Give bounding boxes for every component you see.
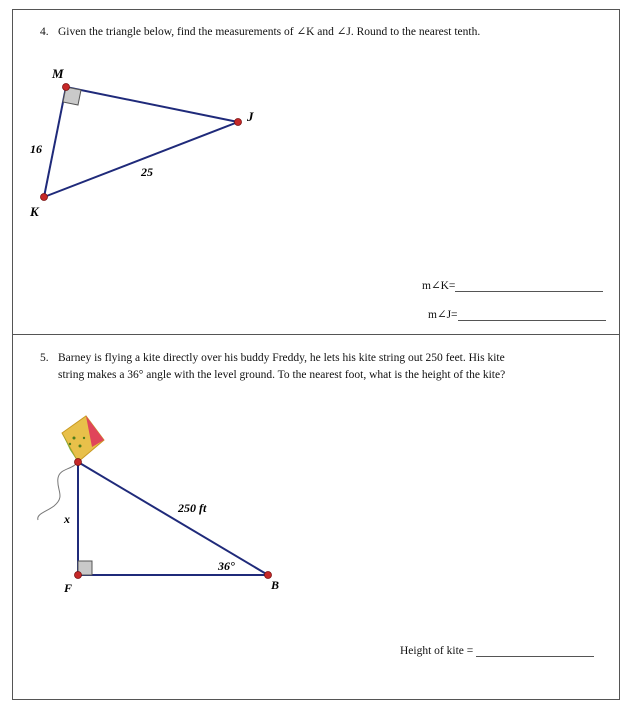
answer-kite-height-label: Height of kite = [400, 645, 477, 657]
label-height-x: x [64, 512, 70, 526]
answer-angle-j-label: m∠J= [428, 309, 458, 321]
point-k [41, 194, 48, 201]
label-side-mk: 16 [30, 142, 42, 156]
question-4-prompt: Given the triangle below, find the measurements of ∠K and ∠J. Round to the nearest tenth. [58, 26, 481, 38]
point-f [75, 572, 82, 579]
label-hypotenuse: 250 ft [178, 501, 207, 515]
question-5-number: 5. [40, 352, 49, 364]
answer-angle-k-label: m∠K= [422, 280, 456, 292]
label-k: K [30, 204, 39, 219]
answer-kite-height-blank[interactable] [476, 644, 594, 657]
kite-icon [38, 416, 104, 520]
point-m [63, 84, 70, 91]
answer-angle-j-blank[interactable] [458, 308, 606, 321]
answer-angle-j [428, 307, 606, 321]
point-j [235, 119, 242, 126]
label-f: F [64, 581, 73, 595]
side-kite-string [78, 462, 268, 575]
question-5-line-1: Barney is flying a kite directly over his buddy Freddy, he lets his kite string out 250 feet. His kite [58, 352, 505, 364]
side-mk [44, 87, 66, 197]
answer-angle-k [422, 278, 603, 292]
label-side-kj: 25 [141, 165, 153, 179]
side-kj [44, 122, 238, 197]
question-4-number: 4. [40, 26, 49, 38]
label-m: M [52, 66, 64, 81]
answer-kite-height [400, 644, 594, 657]
label-b: B [271, 578, 280, 592]
label-j: J [247, 109, 254, 124]
question-5-text [40, 350, 600, 384]
question-5-line-2: string makes a 36° angle with the level ground. To the nearest foot, what is the height of the kite? [58, 369, 506, 381]
side-mj [66, 87, 238, 122]
answer-angle-k-blank[interactable] [455, 279, 603, 292]
point-kite [75, 459, 82, 466]
label-angle: 36° [218, 559, 235, 573]
